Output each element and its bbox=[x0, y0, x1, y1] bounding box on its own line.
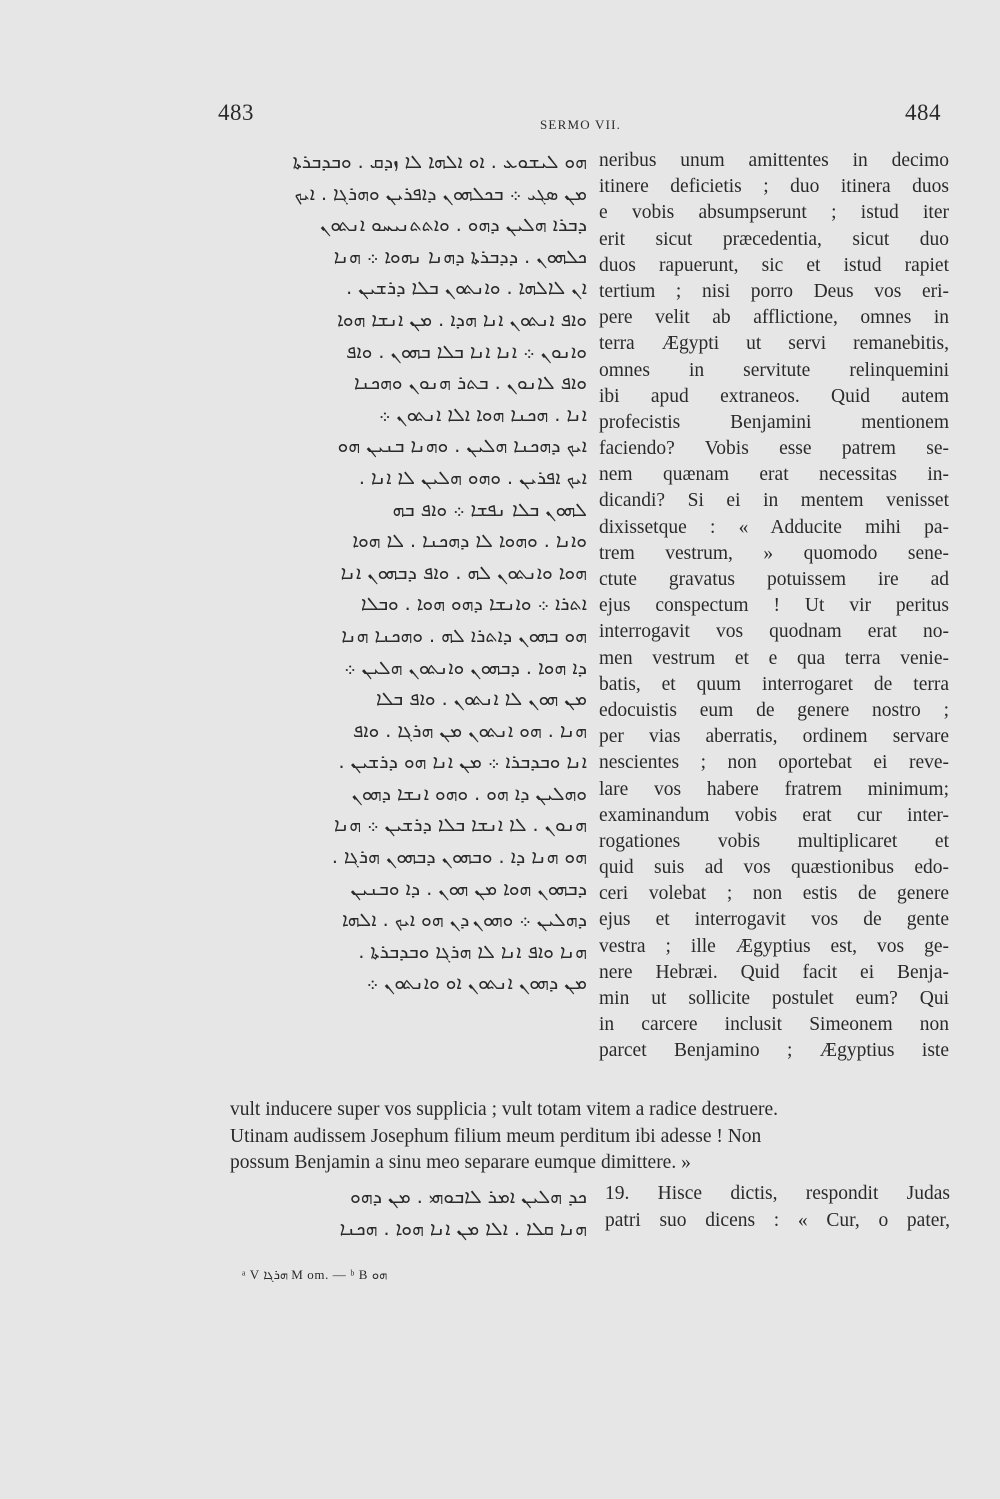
latin-line: terra Ægypti ut servi remanebitis, bbox=[599, 333, 949, 355]
latin-line: duos rapuerunt, sic et istud rapiet bbox=[599, 254, 949, 276]
latin-line: rogationes vobis multiplicaret et bbox=[599, 830, 949, 852]
syriac-line: ܐܢ ܠܐܠܗܐ . ܘܐܢܬܘܢ ܒܠܐ ܕܪܫܝܢ . bbox=[346, 277, 587, 300]
syriac-line: ܘܐܦ ܠܐܢܘܢ . ܒܬܪ ܗܢܘܢ ܘܗܟܢܐ bbox=[354, 372, 587, 395]
syriac-line: ܐܝܟ ܐܦܪܝܢ . ܘܗܘ ܗܠܝܢ ܠܐ ܐܢܐ . bbox=[358, 466, 587, 489]
latin-line: patri suo dicens : « Cur, o pater, bbox=[605, 1209, 950, 1231]
latin-line: trem vestrum, » quomodo sene- bbox=[599, 542, 949, 564]
latin-line: ctute gravatus potuissem ire ad bbox=[599, 569, 949, 590]
syriac-line: ܕܒܗܘܢ ܗܘܐ ܡܢ ܗܘܢ . ܕܐ ܘܒܢܝܢ bbox=[350, 877, 587, 900]
syriac-line: ܗܢܐ . ܗܘ ܐܢܬܘܢ ܡܢ ܗܪܓܐ . ܘܐܦ bbox=[352, 719, 587, 742]
syriac-line: ܡܢ ܣܓܝ ܀ ܒܟܠܗܘܢ ܕܐܦܪܝܢ ܘܗܪܓܐ . ܐܝܟ bbox=[294, 182, 587, 205]
syriac-line: ܟܠܗܘܢ . ܕܕܒܪܬܐ ܕܗܢܐ ܢܗܘܐ ܀ ܗܢܐ bbox=[333, 245, 587, 268]
syriac-line: ܠܗܘܢ ܒܠܐ ܢܦܫܐ ܀ ܘܐܦ ܒܗ bbox=[392, 498, 587, 521]
syriac-line: ܕܐ ܗܘܐ . ܕܒܗܘܢ ܘܐܢܬܘܢ ܗܠܝܢ ܀ bbox=[344, 656, 587, 679]
latin-line: faciendo? Vobis esse patrem se- bbox=[599, 438, 949, 460]
latin-line: e vobis absumpserunt ; istud iter bbox=[599, 202, 949, 224]
footnote: ᵃ V ܗܪܓܐ M om. — ᵇ B ܗܘ bbox=[242, 1267, 388, 1282]
syriac-column bbox=[212, 147, 587, 1000]
latin-line: vestra ; ille Ægyptius est, vos ge- bbox=[599, 935, 949, 957]
latin-line: batis, et quum interrogaret de terra bbox=[599, 673, 949, 695]
latin-line: neribus unum amittentes in decimo bbox=[599, 150, 949, 171]
latin-line: possum Benjamin a sinu meo separare eumque dimittere. » bbox=[230, 1152, 691, 1173]
latin-line: tertium ; nisi porro Deus vos eri- bbox=[599, 280, 949, 302]
syriac-line: ܘܗܠܝܢ ܕܐ ܗܘ . ܘܗܘ ܐܢܫܐ ܕܗܘܢ bbox=[351, 782, 587, 805]
syriac-line: ܘܐܢܐ . ܘܗܘܐ ܠܐ ܕܗܟܢܐ . ܠܐ ܗܘܐ bbox=[352, 530, 587, 553]
latin-line: nem quænam erat necessitas in- bbox=[599, 464, 949, 486]
syriac-line: ܡܢ ܕܗܘܢ ܐܢܬܘܢ ܐܘ ܘܐܢܬܘܢ ܀ bbox=[366, 972, 587, 995]
latin-line: in carcere inclusit Simeonem non bbox=[599, 1014, 949, 1036]
syriac-line: ܕܒܪܐ ܗܠܝܢ ܕܗܘ . ܘܐܬܬܢܝܚܘ ܐܢܬܘܢ bbox=[320, 214, 587, 237]
latin-line: per vias aberratis, ordinem servare bbox=[599, 726, 949, 748]
syriac-column-continued bbox=[212, 1182, 587, 1245]
latin-line: itinere deficietis ; duo itinera duos bbox=[599, 176, 949, 198]
latin-line: interrogavit vos quodnam erat no- bbox=[599, 621, 949, 643]
latin-line: men vestrum et e qua terra venie- bbox=[599, 647, 949, 669]
syriac-line: ܗܘܐ ܘܐܢܬܘܢ ܠܗ . ܘܐܦ ܕܒܗܘܢ ܐܢܐ bbox=[340, 561, 587, 584]
syriac-line: ܘܐܢܘܢ ܀ ܐܢܐ ܐܢܐ ܒܠܐ ܒܗܘܢ . ܘܐܦ bbox=[345, 340, 587, 363]
latin-column bbox=[599, 148, 949, 1065]
syriac-line: ܗܢܘܢ . ܠܐ ܐܢܫܐ ܒܠܐ ܕܪܫܝܢ ܀ ܗܢܐ bbox=[333, 814, 587, 837]
running-title: SERMO VII. bbox=[540, 117, 622, 132]
latin-line: nescientes ; non oportebat ei reve- bbox=[599, 752, 949, 774]
latin-line: nere Hebræi. Quid facit ei Benja- bbox=[599, 961, 949, 983]
syriac-line: ܗܘ ܒܗܘܢ ܕܐܬܪܐ ܠܗ . ܘܗܟܢܐ ܗܢܐ bbox=[341, 624, 587, 647]
latin-line: min ut sollicite postulet eum? Qui bbox=[599, 988, 949, 1009]
latin-line: dixissetque : « Adducite mihi pa- bbox=[599, 516, 949, 538]
right-page-number: 484 bbox=[905, 100, 941, 125]
syriac-line: ܗܘ ܗܢܐ ܕܐ . ܘܒܗܘܢ ܕܒܗܘܢ ܗܪܓܐ . bbox=[331, 846, 587, 869]
latin-line: examinandum vobis erat cur inter- bbox=[599, 804, 949, 826]
latin-line: edocuistis eum de genere nostro ; bbox=[599, 699, 949, 721]
syriac-line: ܡܢ ܗܘܢ ܠܐ ܐܢܬܘܢ . ܘܐܦ ܒܠܐ bbox=[375, 688, 587, 711]
latin-line: erit sicut præcedentia, sicut duo bbox=[599, 228, 949, 250]
latin-line: ejus conspectum ! Ut vir peritus bbox=[599, 595, 949, 617]
syriac-line: ܐܝܟ ܕܗܟܢܐ ܗܠܝܢ . ܘܗܢܐ ܒܢܝܢ ܗܘ bbox=[337, 435, 587, 458]
latin-line: omnes in servitute relinquemini bbox=[599, 359, 949, 381]
latin-line: quid suis ad vos quæstionibus edo- bbox=[599, 857, 949, 879]
syriac-line: ܗܘ ܠܝܫܘܥ . ܐܘ ܐܠܗܐ ܠܐ ܙܕܩ . ܘܒܕܒܪܬܐ bbox=[292, 151, 587, 173]
syriac-line: ܘܐܦ ܐܢܬܘܢ ܐܢܐ ܗܕܐ . ܡܢ ܐܢܫܐ ܗܘܐ bbox=[337, 308, 587, 331]
syriac-line: ܗܢܐ ܩܠܐ . ܐܠܐ ܡܢ ܐܢܐ ܗܘܐ . ܗܟܢܐ bbox=[339, 1217, 587, 1240]
syriac-line: ܐܢܐ ܘܒܕܒܪܐ ܀ ܡܢ ܐܢܐ ܗܘ ܕܪܫܝܢ . bbox=[338, 751, 587, 774]
latin-column-continued bbox=[605, 1181, 950, 1234]
latin-line: lare vos habere fratrem minimum; bbox=[599, 778, 949, 800]
left-page-number: 483 bbox=[218, 100, 254, 125]
latin-line: ejus et interrogavit vos de gente bbox=[599, 909, 949, 931]
latin-line: Utinam audissem Josephum filium meum perditum ibi adesse ! Non bbox=[230, 1125, 762, 1147]
latin-full-width-text bbox=[230, 1097, 950, 1177]
syriac-line: ܕܗܠܝܢ ܀ ܘܗܘܢ ܕܢ ܗܘ ܐܝܟ . ܐܠܗܐ bbox=[341, 909, 587, 932]
latin-line: 19. Hisce dictis, respondit Judas bbox=[605, 1183, 950, 1204]
syriac-line: ܟܕ ܗܠܝܢ ܐܡܪ ܠܐܒܘܗܝ . ܡܢ ܕܗܘ bbox=[350, 1186, 587, 1208]
latin-line: parcet Benjamino ; Ægyptius iste bbox=[599, 1040, 949, 1062]
latin-line: profecistis Benjamini mentionem bbox=[599, 411, 949, 433]
syriac-line: ܐܢܐ . ܗܟܢܐ ܗܘܐ ܐܠܐ ܐܢܬܘܢ ܀ bbox=[378, 403, 587, 426]
latin-line: vult inducere super vos supplicia ; vult totam vitem a radice destruere. bbox=[230, 1099, 778, 1120]
latin-line: pere velit ab afflictione, omnes in bbox=[599, 307, 949, 329]
latin-line: ibi apud extraneos. Quid autem bbox=[599, 385, 949, 407]
latin-line: dicandi? Si ei in mentem venisset bbox=[599, 490, 949, 512]
syriac-line: ܐܬܪܐ ܀ ܘܐܢܫܐ ܕܗܘ ܗܘܐ . ܘܒܠܐ bbox=[360, 593, 587, 616]
syriac-line: ܗܢܐ ܘܐܦ ܐܢܐ ܠܐ ܗܪܓܐ ܘܒܕܒܪܬܐ . bbox=[358, 940, 587, 963]
latin-line: ceri volebat ; non estis de genere bbox=[599, 883, 949, 905]
